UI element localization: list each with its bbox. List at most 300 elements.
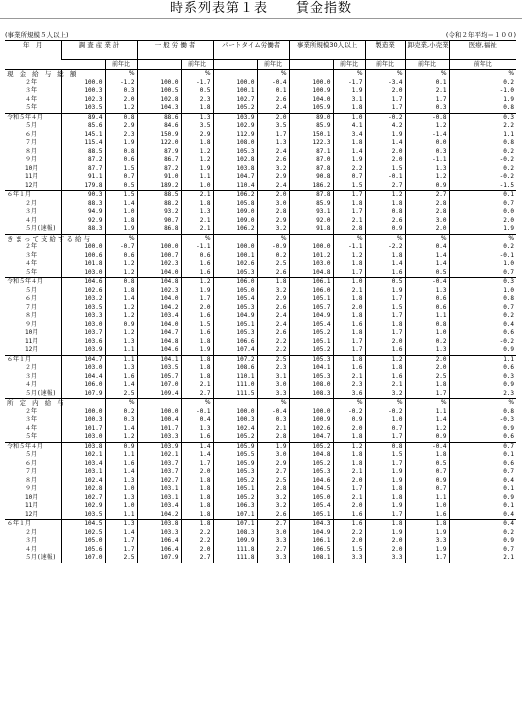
wage-index-table: [5, 40, 516, 563]
cell-value: 1.0: [181, 182, 213, 191]
cell-value: 1.1: [449, 131, 516, 140]
cell-value: 89.0: [289, 113, 333, 122]
unit-percent: %: [405, 399, 449, 408]
cell-value: 1.4: [181, 451, 213, 460]
cell-value: 105.2: [289, 460, 333, 469]
cell-value: 3.1: [257, 373, 289, 382]
cell-value: 0.5: [405, 269, 449, 278]
table-row: [5, 529, 516, 538]
row-label: ７月: [25, 468, 38, 476]
cell-value: 3.0: [257, 381, 289, 390]
cell-value: 103.7: [137, 468, 181, 477]
cell-value: 102.3: [61, 96, 105, 105]
cell-value: 104.7: [61, 355, 105, 364]
cell-value: 0.2: [257, 252, 289, 261]
row-label: 12月: [5, 346, 61, 355]
cell-value: 110.1: [213, 373, 257, 382]
unit-blank: [137, 60, 181, 70]
cell-value: 105.4: [289, 502, 333, 511]
cell-value: 2.0: [365, 338, 405, 347]
cell-value: 106.1: [289, 537, 333, 546]
cell-value: 103.5: [137, 364, 181, 373]
unit-yoy: 前年比: [449, 60, 516, 70]
cell-value: 1.8: [365, 252, 405, 261]
cell-value: 106.4: [137, 546, 181, 555]
table-row: [5, 537, 516, 546]
cell-value: -1.4: [405, 131, 449, 140]
cell-value: 1.2: [333, 442, 365, 451]
cell-value: 2.0: [181, 468, 213, 477]
cell-value: 90.3: [61, 191, 105, 200]
cell-value: 186.2: [289, 182, 333, 191]
cell-value: 102.7: [61, 494, 105, 503]
cell-value: 92.9: [61, 217, 105, 226]
cell-value: 1.0: [105, 502, 137, 511]
cell-value: 2.0: [449, 217, 516, 226]
scope-note: (事業所規模５人以上): [5, 31, 69, 39]
cell-value: 104.0: [289, 96, 333, 105]
row-label: ５月(速報): [25, 389, 57, 397]
cell-value: 1.4: [105, 425, 137, 434]
table-row: [5, 200, 516, 209]
cell-value: 0.2: [449, 165, 516, 174]
cell-value: -0.8: [405, 113, 449, 122]
cell-value: 105.3: [213, 148, 257, 157]
cell-value: 0.8: [105, 278, 137, 287]
cell-value: -0.4: [405, 442, 449, 451]
cell-value: 103.1: [61, 468, 105, 477]
cell-value: 106.0: [289, 287, 333, 296]
cell-value: 100.1: [213, 252, 257, 261]
cell-value: 0.1: [449, 191, 516, 200]
cell-value: 2.1: [333, 468, 365, 477]
unit-percent: %: [365, 234, 405, 243]
cell-value: 104.1: [289, 364, 333, 373]
cell-value: 105.1: [289, 511, 333, 520]
unit-blank: [137, 399, 181, 408]
cell-value: 104.9: [213, 312, 257, 321]
cell-value: 102.3: [137, 260, 181, 269]
row-label: ５年: [5, 433, 61, 442]
cell-value: 1.8: [365, 494, 405, 503]
page-title: 時系列表第１表 賃金指数: [0, 0, 522, 19]
table-row: [5, 321, 516, 330]
table-row: [5, 554, 516, 563]
row-label: 11月: [25, 502, 39, 510]
cell-value: 1.6: [181, 329, 213, 338]
cell-value: 1.4: [181, 442, 213, 451]
cell-value: 103.3: [137, 529, 181, 538]
cell-value: 102.5: [61, 529, 105, 538]
cell-value: 1.8: [181, 477, 213, 486]
table-row: [5, 295, 516, 304]
row-label: ６月: [25, 130, 38, 138]
cell-value: 1.8: [333, 460, 365, 469]
cell-value: 1.2: [105, 260, 137, 269]
unit-yoy: 前年比: [365, 60, 405, 70]
cell-value: 105.2: [213, 433, 257, 442]
cell-value: 1.9: [181, 287, 213, 296]
cell-value: 91.0: [137, 173, 181, 182]
table-row: [5, 96, 516, 105]
cell-value: 102.7: [213, 96, 257, 105]
cell-value: 0.4: [181, 416, 213, 425]
unit-yoy: 前年比: [405, 60, 449, 70]
row-label: 令和５年４月: [7, 278, 44, 286]
cell-value: 2.1: [365, 381, 405, 390]
cell-value: 103.0: [61, 364, 105, 373]
cell-value: 93.2: [137, 208, 181, 217]
header-part-time-workers: パートタイム労働者: [213, 41, 289, 60]
cell-value: 105.1: [289, 295, 333, 304]
cell-value: -0.4: [257, 408, 289, 417]
table-row: [5, 355, 516, 364]
cell-value: 87.9: [137, 148, 181, 157]
cell-value: 2.1: [181, 217, 213, 226]
cell-value: 104.7: [137, 329, 181, 338]
cell-value: 105.2: [289, 329, 333, 338]
cell-value: 104.1: [137, 355, 181, 364]
cell-value: 108.0: [213, 139, 257, 148]
row-label: ６月: [25, 459, 38, 467]
cell-value: 105.1: [213, 485, 257, 494]
table-row: [5, 494, 516, 503]
unit-yoy: 前年比: [333, 60, 365, 70]
cell-value: 103.0: [61, 433, 105, 442]
cell-value: 3.3: [365, 554, 405, 563]
cell-value: 0.5: [365, 278, 405, 287]
cell-value: 108.1: [289, 554, 333, 563]
cell-value: 1.8: [333, 433, 365, 442]
row-label: 12月: [5, 511, 61, 520]
cell-value: 1.8: [181, 520, 213, 529]
cell-value: 102.4: [61, 477, 105, 486]
cell-value: 0.7: [365, 425, 405, 434]
cell-value: 104.6: [289, 477, 333, 486]
cell-value: -1.2: [105, 79, 137, 88]
cell-value: 2.0: [257, 191, 289, 200]
cell-value: 0.0: [405, 139, 449, 148]
cell-value: 109.9: [213, 537, 257, 546]
cell-value: 0.9: [449, 381, 516, 390]
unit-percent: %: [257, 234, 289, 243]
cell-value: 150.1: [289, 131, 333, 140]
table-row: [5, 546, 516, 555]
cell-value: 100.0: [213, 79, 257, 88]
cell-value: 2.0: [181, 546, 213, 555]
unit-blank: [213, 60, 257, 70]
row-label: ２月: [25, 528, 38, 536]
cell-value: 1.4: [105, 381, 137, 390]
cell-value: 0.8: [405, 321, 449, 330]
cell-value: 0.9: [449, 537, 516, 546]
cell-value: 189.2: [137, 182, 181, 191]
cell-value: 85.6: [61, 122, 105, 131]
cell-value: 0.1: [257, 87, 289, 96]
row-label: 10月: [25, 493, 39, 501]
row-label: 10月: [25, 164, 39, 172]
cell-value: 104.6: [61, 278, 105, 287]
cell-value: 0.3: [405, 148, 449, 157]
cell-value: 2.6: [257, 156, 289, 165]
cell-value: 0.6: [105, 252, 137, 261]
cell-value: 103.0: [289, 260, 333, 269]
cell-value: 104.2: [137, 511, 181, 520]
cell-value: 1.8: [181, 338, 213, 347]
cell-value: 2.5: [105, 554, 137, 563]
cell-value: 0.2: [449, 79, 516, 88]
cell-value: 0.1: [449, 451, 516, 460]
cell-value: 150.9: [137, 131, 181, 140]
unit-percent: %: [449, 70, 516, 79]
row-label: ４年: [25, 260, 38, 268]
cell-value: 107.9: [137, 554, 181, 563]
cell-value: 1.2: [405, 173, 449, 182]
cell-value: 122.3: [289, 139, 333, 148]
table-row: [5, 416, 516, 425]
cell-value: 1.3: [181, 425, 213, 434]
cell-value: 3.2: [257, 165, 289, 174]
cell-value: 1.8: [333, 260, 365, 269]
cell-value: 0.9: [449, 346, 516, 355]
cell-value: 1.8: [333, 139, 365, 148]
cell-value: 103.9: [61, 346, 105, 355]
cell-value: 0.7: [449, 200, 516, 209]
cell-value: 86.7: [137, 156, 181, 165]
cell-value: 3.3: [257, 390, 289, 399]
cell-value: 105.5: [213, 451, 257, 460]
cell-value: 1.6: [181, 433, 213, 442]
table-row: [5, 208, 516, 217]
cell-value: 105.3: [289, 468, 333, 477]
cell-value: 1.3: [257, 139, 289, 148]
row-label: ４年: [25, 424, 38, 432]
table-row: [5, 502, 516, 511]
cell-value: 0.3: [405, 104, 449, 113]
unit-percent: %: [105, 399, 137, 408]
cell-value: 3.5: [181, 122, 213, 131]
cell-value: 2.2: [181, 537, 213, 546]
cell-value: 100.0: [61, 79, 105, 88]
cell-value: 0.9: [405, 182, 449, 191]
cell-value: 1.2: [181, 148, 213, 157]
cell-value: 1.8: [405, 381, 449, 390]
row-label: ３月: [25, 372, 38, 380]
cell-value: 105.0: [61, 537, 105, 546]
cell-value: 2.2: [257, 338, 289, 347]
cell-value: 1.2: [333, 252, 365, 261]
cell-value: 2.8: [257, 208, 289, 217]
cell-value: 0.3: [257, 416, 289, 425]
cell-value: 110.4: [213, 182, 257, 191]
unit-percent: %: [449, 399, 516, 408]
cell-value: 2.8: [405, 208, 449, 217]
cell-value: 104.6: [137, 346, 181, 355]
cell-value: 2.6: [257, 511, 289, 520]
cell-value: -1.1: [181, 243, 213, 252]
section-title: きまって支給する給与: [7, 234, 92, 243]
cell-value: 2.7: [257, 546, 289, 555]
cell-value: 1.8: [365, 520, 405, 529]
cell-value: 0.5: [105, 182, 137, 191]
row-label: ９月: [25, 485, 38, 493]
cell-value: 1.8: [181, 364, 213, 373]
cell-value: 2.7: [181, 390, 213, 399]
cell-value: 111.8: [213, 554, 257, 563]
cell-value: 3.2: [257, 287, 289, 296]
cell-value: 1.7: [105, 537, 137, 546]
cell-value: 100.0: [289, 408, 333, 417]
cell-value: 105.3: [213, 329, 257, 338]
cell-value: 1.9: [333, 156, 365, 165]
cell-value: 88.2: [137, 200, 181, 209]
cell-value: 104.3: [289, 520, 333, 529]
unit-blank: [137, 234, 181, 243]
unit-blank: [289, 399, 333, 408]
cell-value: 100.3: [61, 87, 105, 96]
cell-value: 101.7: [61, 425, 105, 434]
cell-value: 3.2: [365, 390, 405, 399]
cell-value: 103.5: [61, 304, 105, 313]
cell-value: 2.5: [257, 355, 289, 364]
row-label: ５年: [5, 104, 61, 113]
cell-value: 0.6: [449, 433, 516, 442]
cell-value: 105.7: [289, 304, 333, 313]
header-30-plus-establishments: 事業所規模30人以上: [289, 41, 365, 60]
table-row: [5, 373, 516, 382]
cell-value: 1.2: [105, 304, 137, 313]
table-row: [5, 338, 516, 347]
cell-value: 2.0: [365, 148, 405, 157]
cell-value: 1.5: [365, 304, 405, 313]
cell-value: 104.8: [289, 451, 333, 460]
cell-value: 0.9: [405, 477, 449, 486]
cell-value: 111.8: [213, 546, 257, 555]
row-label: ５月: [25, 122, 38, 130]
table-row: [5, 113, 516, 122]
table-row: [5, 390, 516, 399]
cell-value: 1.8: [365, 364, 405, 373]
cell-value: 0.3: [449, 373, 516, 382]
cell-value: 107.4: [213, 346, 257, 355]
cell-value: 1.2: [405, 425, 449, 434]
table-row: [5, 131, 516, 140]
cell-value: 107.0: [137, 381, 181, 390]
cell-value: 1.7: [181, 460, 213, 469]
row-label: ２年: [25, 407, 38, 415]
cell-value: 103.3: [137, 433, 181, 442]
cell-value: 1.9: [333, 87, 365, 96]
table-row: [5, 165, 516, 174]
cell-value: 105.2: [213, 477, 257, 486]
cell-value: 100.5: [137, 87, 181, 96]
cell-value: 0.6: [105, 156, 137, 165]
cell-value: 4.2: [365, 122, 405, 131]
row-label: ７月: [25, 139, 38, 147]
cell-value: 1.1: [449, 355, 516, 364]
cell-value: 0.8: [449, 295, 516, 304]
row-label: ４月: [25, 381, 38, 389]
cell-value: 104.7: [289, 433, 333, 442]
cell-value: 1.1: [105, 451, 137, 460]
cell-value: 1.7: [365, 312, 405, 321]
cell-value: 105.1: [213, 321, 257, 330]
cell-value: 1.4: [105, 200, 137, 209]
cell-value: 0.7: [449, 442, 516, 451]
cell-value: -0.2: [365, 113, 405, 122]
cell-value: -1.7: [333, 79, 365, 88]
cell-value: -1.5: [449, 182, 516, 191]
table-row: [5, 408, 516, 417]
row-label: ７月: [25, 303, 38, 311]
cell-value: 2.0: [105, 96, 137, 105]
cell-value: -0.1: [449, 252, 516, 261]
header-general-workers: 一 般 労 働 者: [137, 41, 213, 60]
cell-value: 1.5: [365, 165, 405, 174]
cell-value: 1.7: [365, 511, 405, 520]
cell-value: 100.6: [61, 252, 105, 261]
cell-value: 107.1: [213, 520, 257, 529]
cell-value: 102.6: [61, 287, 105, 296]
cell-value: 104.0: [137, 269, 181, 278]
cell-value: 2.1: [181, 191, 213, 200]
table-row: [5, 79, 516, 88]
unit-percent: %: [333, 399, 365, 408]
cell-value: 0.9: [365, 225, 405, 234]
row-label: ５月: [25, 451, 38, 459]
cell-value: 2.4: [257, 312, 289, 321]
cell-value: 106.6: [213, 338, 257, 347]
cell-value: 1.6: [333, 520, 365, 529]
cell-value: 1.7: [365, 329, 405, 338]
cell-value: 103.8: [61, 442, 105, 451]
cell-value: 111.0: [213, 381, 257, 390]
cell-value: 1.0: [105, 208, 137, 217]
cell-value: 3.5: [257, 122, 289, 131]
cell-value: 109.0: [213, 217, 257, 226]
cell-value: 2.0: [333, 425, 365, 434]
row-label: ３年: [25, 87, 38, 95]
cell-value: 106.4: [137, 537, 181, 546]
cell-value: 1.6: [333, 364, 365, 373]
cell-value: 85.9: [289, 122, 333, 131]
cell-value: 1.1: [181, 173, 213, 182]
unit-percent: %: [449, 234, 516, 243]
unit-yoy: 前年比: [181, 60, 213, 70]
row-label: ２月: [25, 364, 38, 372]
cell-value: 2.7: [365, 182, 405, 191]
table-row: [5, 156, 516, 165]
cell-value: 1.2: [105, 104, 137, 113]
table-row: [5, 364, 516, 373]
cell-value: 88.5: [61, 148, 105, 157]
cell-value: 0.3: [449, 113, 516, 122]
cell-value: 3.2: [257, 502, 289, 511]
cell-value: 87.8: [289, 165, 333, 174]
row-label: ３月: [25, 537, 38, 545]
header-medical-welfare: 医療,福祉: [449, 41, 516, 60]
table-row: [5, 191, 516, 200]
unit-yoy: 前年比: [257, 60, 289, 70]
cell-value: 1.2: [105, 433, 137, 442]
table-row: [5, 182, 516, 191]
cell-value: -0.2: [449, 338, 516, 347]
table-row: [5, 433, 516, 442]
cell-value: -0.1: [181, 408, 213, 417]
unit-blank: [61, 399, 105, 408]
row-label: ３年: [25, 416, 38, 424]
cell-value: 2.6: [257, 329, 289, 338]
